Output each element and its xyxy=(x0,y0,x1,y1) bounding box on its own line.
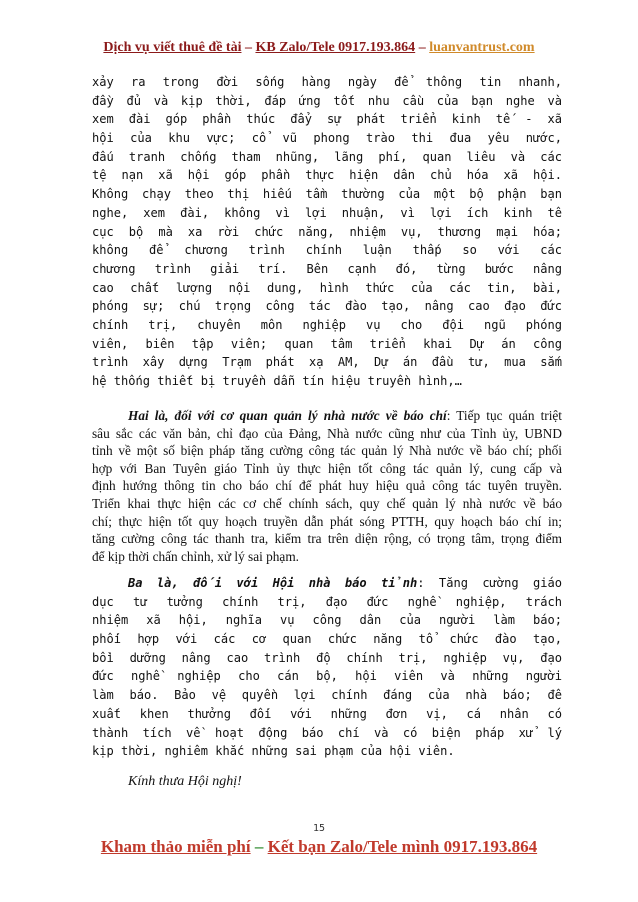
paragraph-3-first-line xyxy=(92,574,562,593)
page-header xyxy=(0,40,638,56)
text-line: định hướng thông tin cho báo chí để phát huy hiệu quả công tác tuyên truyền. xyxy=(92,478,562,494)
paragraph-3-heading: Ba là, đối với Hội nhà báo tỉnh xyxy=(128,576,418,590)
footer-contact-text: Kết bạn Zalo/Tele mình 0917.193.864 xyxy=(267,837,538,856)
text-line: trình xây dựng Trạm phát xạ AM, Dự án đầu tư, mua sắm xyxy=(92,355,562,370)
header-separator-2: – xyxy=(415,40,430,55)
text-line: hội của khu vực; cổ vũ phong trào thi đua yêu nước, xyxy=(92,131,562,146)
text-line: viên, biên tập viên; quan tâm triển khai Dự án công xyxy=(92,336,562,351)
text-line: tăng cường công tác thanh tra, kiểm tra trên diện rộng, có trọng tâm, trọng điểm xyxy=(92,531,562,547)
text-line: hợp với Ban Tuyên giáo Tỉnh ủy thực hiện tốt công tác quản lý, cung cấp và xyxy=(92,460,562,476)
text-line: chí; thực hiện tốt quy hoạch truyền dẫn phát sóng PTTH, quy hoạch báo chí in; xyxy=(92,513,562,529)
page-footer xyxy=(0,837,638,857)
footer-separator: – xyxy=(250,837,268,856)
text-line: đầy đủ và kịp thời, đáp ứng tốt nhu cầu của bạn nghe và xyxy=(92,93,562,108)
text-line: bồi dưỡng nâng cao trình độ chính trị, nghiệp vụ, đạo xyxy=(92,650,562,665)
text-line: làm báo. Bảo vệ quyền lợi chính đáng của nhà báo; đề xyxy=(92,688,562,703)
text-line: nghe, xem đài, không vì lợi nhuận, vì lợi ích kinh tế xyxy=(92,205,562,220)
text-line: xem đài góp phần thúc đẩy sự phát triển kinh tế - xã xyxy=(92,112,562,127)
text-line: chương trình giải trí. Bên cạnh đó, từng bước nâng xyxy=(92,261,562,276)
text-line: tỉnh về một số biện pháp tăng cường công tác quản lý Nhà nước về báo chí; phối xyxy=(92,443,562,459)
text-line: đức nghề nghiệp cho cán bộ, hội viên và những người xyxy=(92,669,562,684)
text-line: không để chương trình chính luận thấp so với các xyxy=(92,243,562,258)
text-line: cục bộ mà xa rời chức năng, nhiệm vụ, thương mại hóa; xyxy=(92,224,562,239)
text-line: kịp thời, nghiêm khắc những sai phạm của hội viên. xyxy=(92,744,455,759)
header-site-link[interactable]: luanvantrust.com xyxy=(429,40,535,55)
text-line: xuất khen thưởng đối với những đơn vị, cá nhân có xyxy=(92,706,562,721)
text-line: để kịp thời chấn chỉnh, xử lý sai phạm. xyxy=(92,548,300,564)
text-line: Không chạy theo thị hiếu tầm thường của một bộ phận bạn xyxy=(92,187,562,202)
paragraph-2-heading: Hai là, đối với cơ quan quản lý nhà nước về báo chí xyxy=(128,408,447,423)
paragraph-1 xyxy=(92,73,562,391)
paragraph-3 xyxy=(92,574,562,761)
closing-line: Kính thưa Hội nghị! xyxy=(128,774,242,789)
text-line: sâu sắc các văn bản, chỉ đạo của Đảng, Nhà nước cũng như của Tỉnh ủy, UBND xyxy=(92,425,562,441)
paragraph-3-first-rest: : Tăng cường giáo xyxy=(417,576,562,590)
text-line: chính trị, chuyên môn nghiệp vụ cho đội ngũ phóng xyxy=(92,317,562,332)
header-separator: – xyxy=(241,40,256,55)
text-line: Triển khai thực hiện các cơ chế chính sách, quy chế quản lý nhà nước về báo xyxy=(92,495,562,511)
text-line: cao chất lượng nội dung, hình thức của các tin, bài, xyxy=(92,280,562,295)
header-contact-text: KB Zalo/Tele 0917.193.864 xyxy=(255,40,416,55)
text-line: hệ thống thiết bị truyền dẫn tín hiệu truyền hình,… xyxy=(92,374,462,388)
text-line: nhiệm xã hội, nghĩa vụ công dân của người làm báo; xyxy=(92,613,562,628)
text-line: phóng sự; chú trọng công tác đào tạo, nâng cao đạo đức xyxy=(92,299,562,314)
text-line: đấu tranh chống tham nhũng, lãng phí, quan liêu và các xyxy=(92,149,562,164)
text-line: xảy ra trong đời sống hàng ngày để thông tin nhanh, xyxy=(92,75,562,89)
paragraph-2 xyxy=(92,407,562,565)
text-line: phối hợp với các cơ quan chức năng tổ chức đào tạo, xyxy=(92,632,562,647)
header-service-text: Dịch vụ viết thuê đề tài xyxy=(103,40,242,55)
text-line: dục tư tưởng chính trị, đạo đức nghề nghiệp, trách xyxy=(92,594,562,609)
text-line: thành tích về hoạt động báo chí và có biện pháp xử lý xyxy=(92,725,562,740)
text-line: tệ nạn xã hội góp phần thực hiện dân chủ hóa xã hội. xyxy=(92,168,562,183)
paragraph-2-first-line xyxy=(92,407,562,425)
footer-free-text: Kham thảo miễn phí xyxy=(100,837,251,856)
paragraph-2-first-rest: : Tiếp tục quán triệt xyxy=(446,408,562,423)
page-number: 15 xyxy=(312,823,326,834)
